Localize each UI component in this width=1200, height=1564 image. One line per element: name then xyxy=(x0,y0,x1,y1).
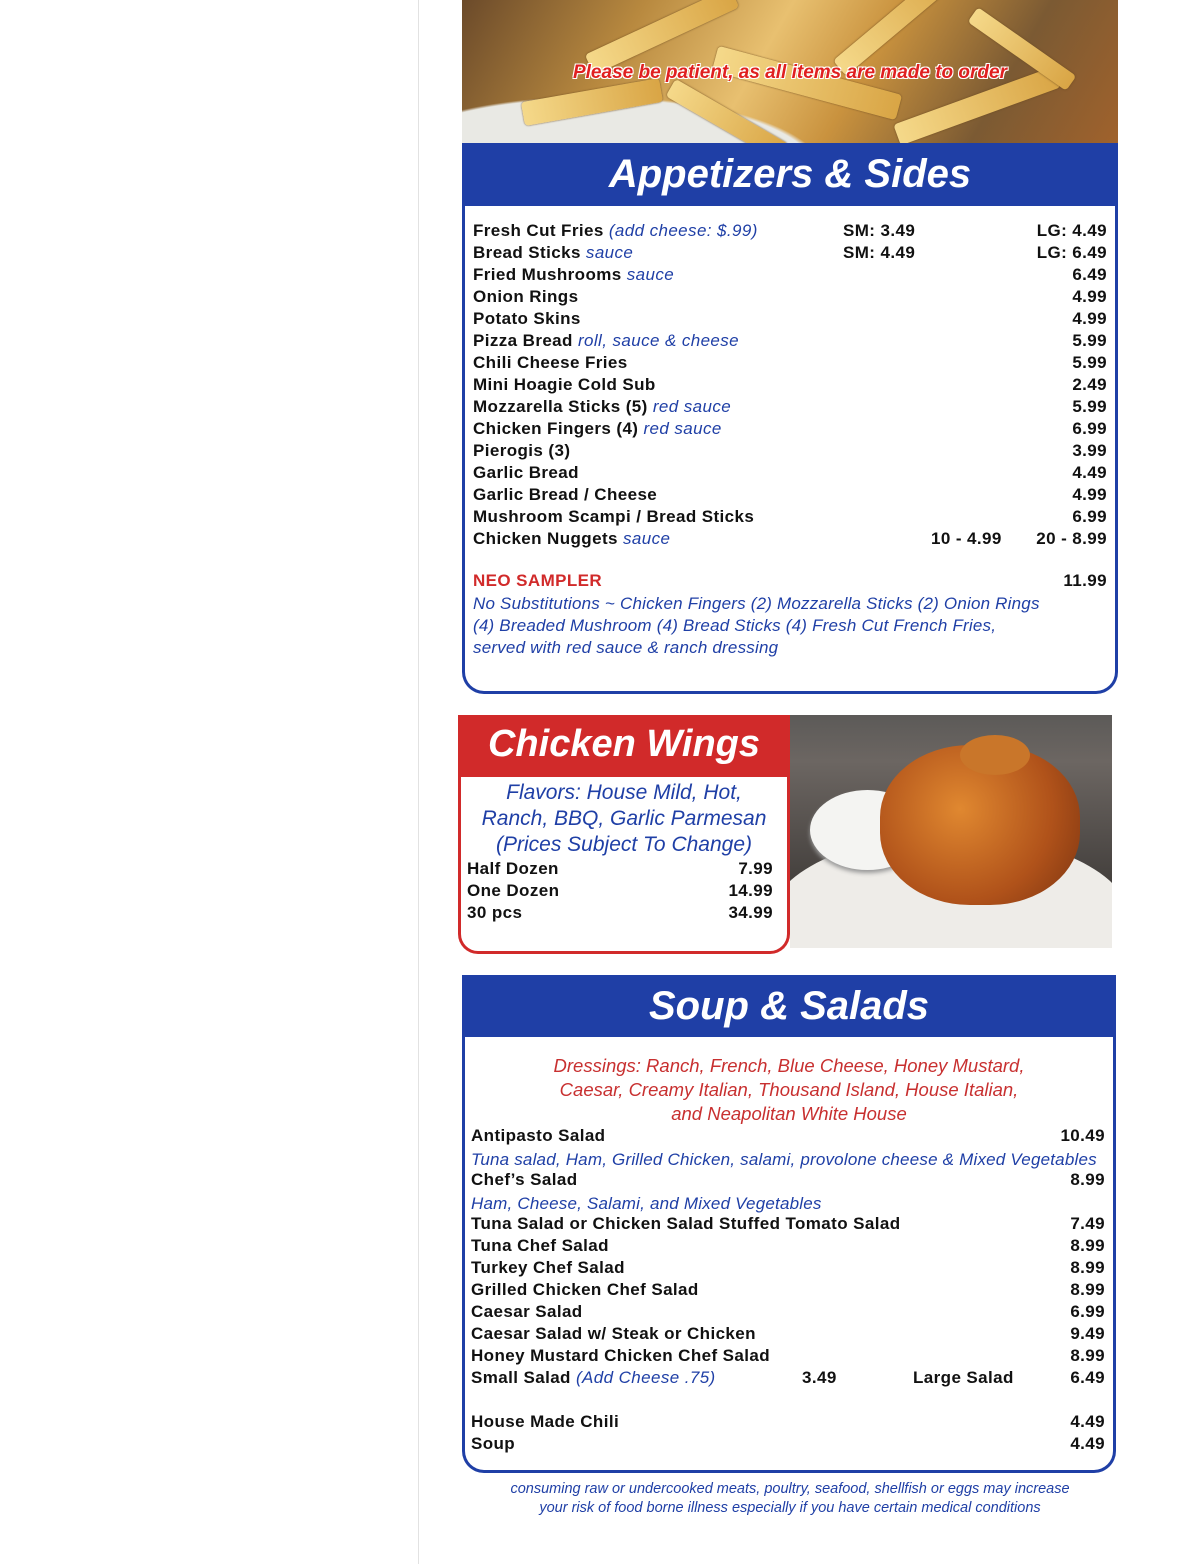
item-price: 4.99 xyxy=(1072,287,1107,306)
soup-item xyxy=(471,1412,1105,1434)
menu-item xyxy=(473,243,1107,265)
salad-item xyxy=(471,1126,1105,1148)
item-name xyxy=(473,221,758,241)
salad-name xyxy=(471,1302,583,1322)
item-description: roll, sauce & cheese xyxy=(577,331,740,350)
item-price: 5.99 xyxy=(1072,397,1107,416)
item-price: 20 - 8.99 xyxy=(1036,529,1107,548)
item-name xyxy=(473,485,657,505)
item-title: Mozzarella Sticks (5) xyxy=(473,397,648,416)
salad-name xyxy=(471,1280,699,1300)
soup-price: 4.49 xyxy=(1070,1412,1105,1431)
item-title: Fried Mushrooms xyxy=(473,265,622,284)
item-title: Onion Rings xyxy=(473,287,579,306)
salad-title: Turkey Chef Salad xyxy=(471,1258,625,1277)
salad-title: Tuna Salad or Chicken Salad Stuffed Tomato Salad xyxy=(471,1214,901,1233)
salad-title: Antipasto Salad xyxy=(471,1126,606,1145)
item-title: Pierogis (3) xyxy=(473,441,571,460)
salad-name xyxy=(471,1346,770,1366)
menu-item xyxy=(473,485,1107,507)
large-salad-label: Large Salad xyxy=(913,1368,1014,1387)
salad-description: Tuna salad, Ham, Grilled Chicken, salami, provolone cheese & Mixed Vegetables xyxy=(471,1150,1097,1169)
sampler-description: served with red sauce & ranch dressing xyxy=(473,638,779,657)
salad-title: Chef’s Salad xyxy=(471,1170,578,1189)
menu-item xyxy=(473,331,1107,353)
item-price: 2.49 xyxy=(1072,375,1107,394)
item-title: Mini Hoagie Cold Sub xyxy=(473,375,656,394)
soup-item xyxy=(471,1434,1105,1456)
salad-title: Caesar Salad xyxy=(471,1302,583,1321)
menu-item xyxy=(473,309,1107,331)
salad-price: 8.99 xyxy=(1070,1170,1105,1189)
menu-item xyxy=(473,287,1107,309)
salad-item xyxy=(471,1324,1105,1346)
salad-price: 8.99 xyxy=(1070,1346,1105,1365)
made-to-order-notice: Please be patient, as all items are made to order xyxy=(572,62,1007,83)
item-description: sauce xyxy=(585,243,634,262)
dressings-line: Dressings: Ranch, French, Blue Cheese, Honey Mustard, xyxy=(553,1055,1025,1076)
item-price: 6.49 xyxy=(1072,265,1107,284)
sampler-description: No Substitutions ~ Chicken Fingers (2) Mozzarella Sticks (2) Onion Rings xyxy=(473,594,1040,613)
wing-flavors: Ranch, BBQ, Garlic Parmesan xyxy=(481,807,767,830)
item-price: 6.99 xyxy=(1072,507,1107,526)
ten-piece-price: 10 - 4.99 xyxy=(931,529,1002,548)
salad-price: 7.49 xyxy=(1070,1214,1105,1233)
soup-name: House Made Chili xyxy=(471,1412,620,1431)
appetizers-list xyxy=(462,206,1118,694)
item-name xyxy=(473,309,581,329)
item-price: 5.99 xyxy=(1072,353,1107,372)
wing-price: 34.99 xyxy=(728,903,773,922)
salad-price: 8.99 xyxy=(1070,1280,1105,1299)
small-price: SM: 4.49 xyxy=(843,243,916,262)
soup-name: Soup xyxy=(471,1434,516,1453)
salad-description: Ham, Cheese, Salami, and Mixed Vegetables xyxy=(471,1194,822,1213)
item-name xyxy=(473,331,739,351)
salad-item xyxy=(471,1258,1105,1280)
item-title: Garlic Bread xyxy=(473,463,579,482)
salad-item xyxy=(471,1214,1105,1236)
menu-item xyxy=(473,221,1107,243)
item-title: Chicken Nuggets xyxy=(473,529,618,548)
soups-list xyxy=(462,1037,1116,1473)
wing-item xyxy=(467,903,773,925)
item-price: 6.99 xyxy=(1072,419,1107,438)
salad-price: 6.49 xyxy=(1070,1368,1105,1387)
item-name xyxy=(473,507,754,527)
soups-title: Soup & Salads xyxy=(462,975,1116,1037)
salad-name xyxy=(471,1324,756,1344)
item-title: Chili Cheese Fries xyxy=(473,353,628,372)
item-description: (add cheese: $.99) xyxy=(608,221,758,240)
item-description: red sauce xyxy=(652,397,732,416)
wing-price: 14.99 xyxy=(728,881,773,900)
salad-price: 8.99 xyxy=(1070,1236,1105,1255)
soup-price: 4.49 xyxy=(1070,1434,1105,1453)
item-price: 4.99 xyxy=(1072,485,1107,504)
item-name xyxy=(473,529,670,549)
menu-item xyxy=(473,441,1107,463)
salad-name xyxy=(471,1368,716,1388)
item-price: LG: 4.49 xyxy=(1036,221,1107,240)
item-title: Chicken Fingers (4) xyxy=(473,419,639,438)
dressings-line: and Neapolitan White House xyxy=(671,1103,907,1124)
item-name xyxy=(473,353,628,373)
salad-price: 10.49 xyxy=(1060,1126,1105,1145)
menu-item xyxy=(473,353,1107,375)
wings-photo xyxy=(790,715,1112,948)
item-description: sauce xyxy=(622,529,671,548)
page-fold xyxy=(418,0,419,1564)
salad-name xyxy=(471,1214,900,1234)
item-title: Pizza Bread xyxy=(473,331,573,350)
sampler-description: (4) Breaded Mushroom (4) Bread Sticks (4) Fresh Cut French Fries, xyxy=(473,616,997,635)
salad-note: (Add Cheese .75) xyxy=(575,1368,716,1387)
item-price: 4.49 xyxy=(1072,463,1107,482)
salad-title: Tuna Chef Salad xyxy=(471,1236,609,1255)
wing-size: 30 pcs xyxy=(467,903,523,922)
menu-item xyxy=(473,529,1107,551)
item-name xyxy=(473,419,722,439)
wings-title: Chicken Wings xyxy=(458,715,790,777)
salad-item xyxy=(471,1368,1105,1390)
item-name xyxy=(473,375,656,395)
salad-price: 8.99 xyxy=(1070,1258,1105,1277)
item-name xyxy=(473,265,674,285)
menu-item xyxy=(473,265,1107,287)
item-price: 4.99 xyxy=(1072,309,1107,328)
item-price: 3.99 xyxy=(1072,441,1107,460)
salad-item xyxy=(471,1170,1105,1192)
item-name xyxy=(473,287,578,307)
neo-sampler xyxy=(473,571,1107,593)
item-title: Fresh Cut Fries xyxy=(473,221,604,240)
item-name xyxy=(473,463,579,483)
menu-item xyxy=(473,463,1107,485)
item-price: 5.99 xyxy=(1072,331,1107,350)
wing-size: Half Dozen xyxy=(467,859,559,878)
sampler-name: NEO SAMPLER xyxy=(473,571,603,590)
salad-title: Honey Mustard Chicken Chef Salad xyxy=(471,1346,771,1365)
sampler-price: 11.99 xyxy=(1063,571,1107,590)
salad-item xyxy=(471,1302,1105,1324)
salad-name xyxy=(471,1258,625,1278)
item-name xyxy=(473,243,633,263)
item-price: LG: 6.49 xyxy=(1036,243,1107,262)
item-title: Mushroom Scampi / Bread Sticks xyxy=(473,507,755,526)
salad-price: 9.49 xyxy=(1070,1324,1105,1343)
item-title: Garlic Bread / Cheese xyxy=(473,485,658,504)
menu-item xyxy=(473,507,1107,529)
salad-title: Small Salad xyxy=(471,1368,571,1387)
wings-list xyxy=(458,777,790,954)
wing-price: 7.99 xyxy=(738,859,773,878)
small-salad-price: 3.49 xyxy=(802,1368,837,1387)
salad-price: 6.99 xyxy=(1070,1302,1105,1321)
menu-item xyxy=(473,397,1107,419)
wing-flavors: (Prices Subject To Change) xyxy=(495,833,753,856)
item-description: sauce xyxy=(626,265,675,284)
small-price: SM: 3.49 xyxy=(843,221,916,240)
salad-name xyxy=(471,1126,605,1146)
item-name xyxy=(473,441,570,461)
salad-name xyxy=(471,1236,609,1256)
dressings-line: Caesar, Creamy Italian, Thousand Island, House Italian, xyxy=(559,1079,1019,1100)
wing-item xyxy=(467,859,773,881)
menu-item xyxy=(473,419,1107,441)
salad-item xyxy=(471,1280,1105,1302)
salad-title: Grilled Chicken Chef Salad xyxy=(471,1280,699,1299)
wing-flavors: Flavors: House Mild, Hot, xyxy=(506,781,742,804)
wing-item xyxy=(467,881,773,903)
salad-name xyxy=(471,1170,578,1190)
food-warning-line-1: consuming raw or undercooked meats, poultry, seafood, shellfish or eggs may increase xyxy=(510,1481,1070,1497)
salad-item xyxy=(471,1346,1105,1368)
appetizers-title: Appetizers & Sides xyxy=(462,143,1118,206)
item-title: Bread Sticks xyxy=(473,243,581,262)
menu-item xyxy=(473,375,1107,397)
item-name xyxy=(473,397,731,417)
wing-size: One Dozen xyxy=(467,881,560,900)
salad-item xyxy=(471,1236,1105,1258)
salad-title: Caesar Salad w/ Steak or Chicken xyxy=(471,1324,756,1343)
item-description: red sauce xyxy=(643,419,722,438)
fries-photo xyxy=(462,0,1118,143)
food-warning-line-2: your risk of food borne illness especially if you have certain medical conditions xyxy=(539,1500,1041,1516)
item-title: Potato Skins xyxy=(473,309,581,328)
